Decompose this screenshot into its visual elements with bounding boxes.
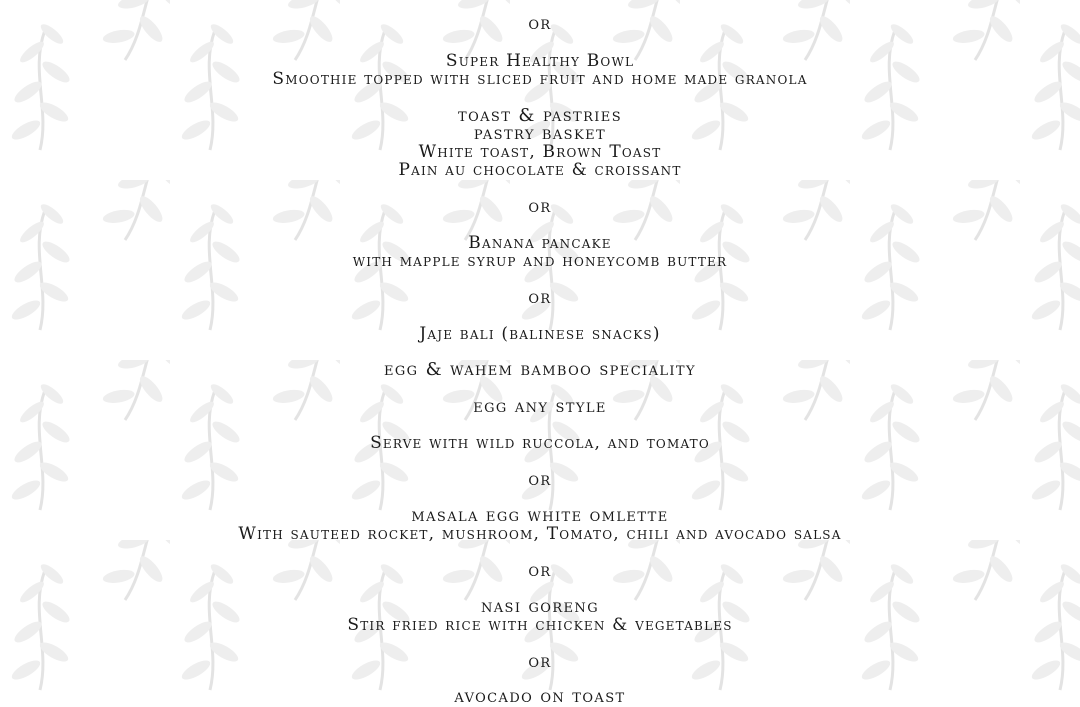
or-separator: or: [528, 287, 552, 308]
pain-au-chocolate: Pain au chocolate & croissant: [398, 160, 682, 180]
or-separator: or: [528, 196, 552, 217]
or-separator: or: [528, 651, 552, 672]
masala-omelette-title: masala egg white omlette: [411, 505, 669, 526]
egg-wahem-heading: egg & wahem bamboo speciality: [383, 359, 696, 380]
avocado-on-toast: avocado on toast: [454, 686, 626, 707]
serve-with: Serve with wild ruccola, and tomato: [370, 433, 710, 453]
toast-options: White toast, Brown Toast: [418, 142, 662, 162]
toast-pastries-heading: toast & pastries: [458, 105, 622, 126]
egg-any-style: egg any style: [473, 396, 607, 417]
nasi-goreng-description: Stir fried rice with chicken & vegetables: [347, 615, 733, 635]
super-bowl-title: Super Healthy Bowl: [445, 51, 635, 71]
banana-pancake-title: Banana pancake: [468, 233, 612, 253]
super-bowl-description: Smoothie topped with sliced fruit and home made granola: [272, 69, 808, 89]
or-separator: or: [528, 469, 552, 490]
or-separator: or: [528, 560, 552, 581]
or-separator: or: [528, 13, 552, 34]
masala-omelette-description: With sauteed rocket, mushroom, Tomato, chili and avocado salsa: [238, 524, 842, 544]
banana-pancake-description: with mapple syrup and honeycomb butter: [352, 251, 728, 271]
pastry-basket: pastry basket: [473, 123, 607, 144]
jaje-bali: Jaje bali (balinese snacks): [419, 324, 661, 344]
nasi-goreng-title: nasi goreng: [480, 596, 599, 617]
